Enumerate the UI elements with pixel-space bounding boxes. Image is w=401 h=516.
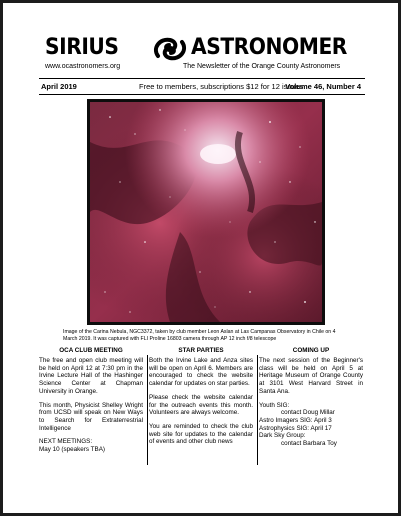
coming-up-heading: COMING UP	[292, 347, 330, 354]
website-url: www.ocastronomers.org	[45, 63, 121, 70]
masthead-title-right: ASTRONOMER	[191, 35, 347, 60]
star-parties-heading: STAR PARTIES	[178, 347, 224, 354]
next-meetings-label: NEXT MEETINGS:	[39, 438, 93, 446]
club-meeting-text: The free and open club meeting will be held on April 12 at 7:30 pm in the Irvine Lecture Hall of the Hashinger Science Center at Chapman University in Orange.	[39, 357, 143, 395]
newsletter-page	[3, 3, 398, 513]
column-divider	[257, 355, 258, 465]
masthead-title-left: SIRIUS	[45, 35, 119, 60]
club-meeting-column	[39, 347, 143, 454]
star-parties-column	[149, 347, 253, 452]
club-meeting-heading: OCA CLUB MEETING	[59, 347, 123, 354]
club-meeting-speaker: This month, Physicist Shelley Wright from UCSD will speak on New Ways to Search for Extraterrestrial Intelligence	[39, 401, 143, 432]
masthead	[45, 34, 357, 64]
newsletter-tagline: The Newsletter of the Orange County Astronomers	[183, 63, 341, 70]
dark-sky-group-contact: contact Barbara Toy	[281, 440, 337, 448]
nebula-image	[90, 102, 322, 322]
astro-imagers-sig: Astro Imagers SIG: April 3	[259, 416, 332, 424]
youth-sig-label: Youth SIG:	[259, 401, 290, 409]
issue-info-bar	[39, 82, 365, 93]
astrophysics-sig: Astrophysics SIG: April 17	[259, 424, 332, 432]
next-meetings-value: May 10 (speakers TBA)	[39, 446, 106, 454]
youth-sig-contact: contact Doug Millar	[281, 409, 335, 417]
column-divider	[147, 355, 148, 465]
beginners-class-text: The next session of the Beginner's class will be held on April 5 at Heritage Museum of Orange County at 3101 West Harvard Street in Santa Ana.	[259, 357, 363, 395]
issue-date: April 2019	[41, 82, 77, 91]
carina-nebula-photo	[87, 99, 325, 325]
swirl-logo-icon	[150, 34, 190, 64]
outreach-text: Please check the website calendar for the outreach events this month. Volunteers are always welcome.	[149, 393, 253, 417]
star-parties-text: Both the Irvine Lake and Anza sites will be open on April 6. Members are encouraged to check the website calendar for updates on star parties.	[149, 357, 253, 388]
coming-up-column	[259, 347, 363, 448]
issue-number: Volume 46, Number 4	[285, 82, 361, 91]
bottom-rule	[39, 94, 365, 95]
club-news-text: You are reminded to check the club web site for updates to the calendar of events and other club news	[149, 422, 253, 446]
top-rule	[39, 78, 365, 79]
subscription-note: Free to members, subscriptions $12 for 12 issues	[139, 82, 304, 91]
photo-caption: Image of the Carina Nebula, NGC3372, taken by club member Leon Aslan at Las Campanas Observatory in Chile on 4 March 2019. It was captured with FLI Proline 16803 camera through AP 12 inch f/8 telescope	[63, 329, 336, 342]
dark-sky-group-label: Dark Sky Group:	[259, 432, 306, 440]
